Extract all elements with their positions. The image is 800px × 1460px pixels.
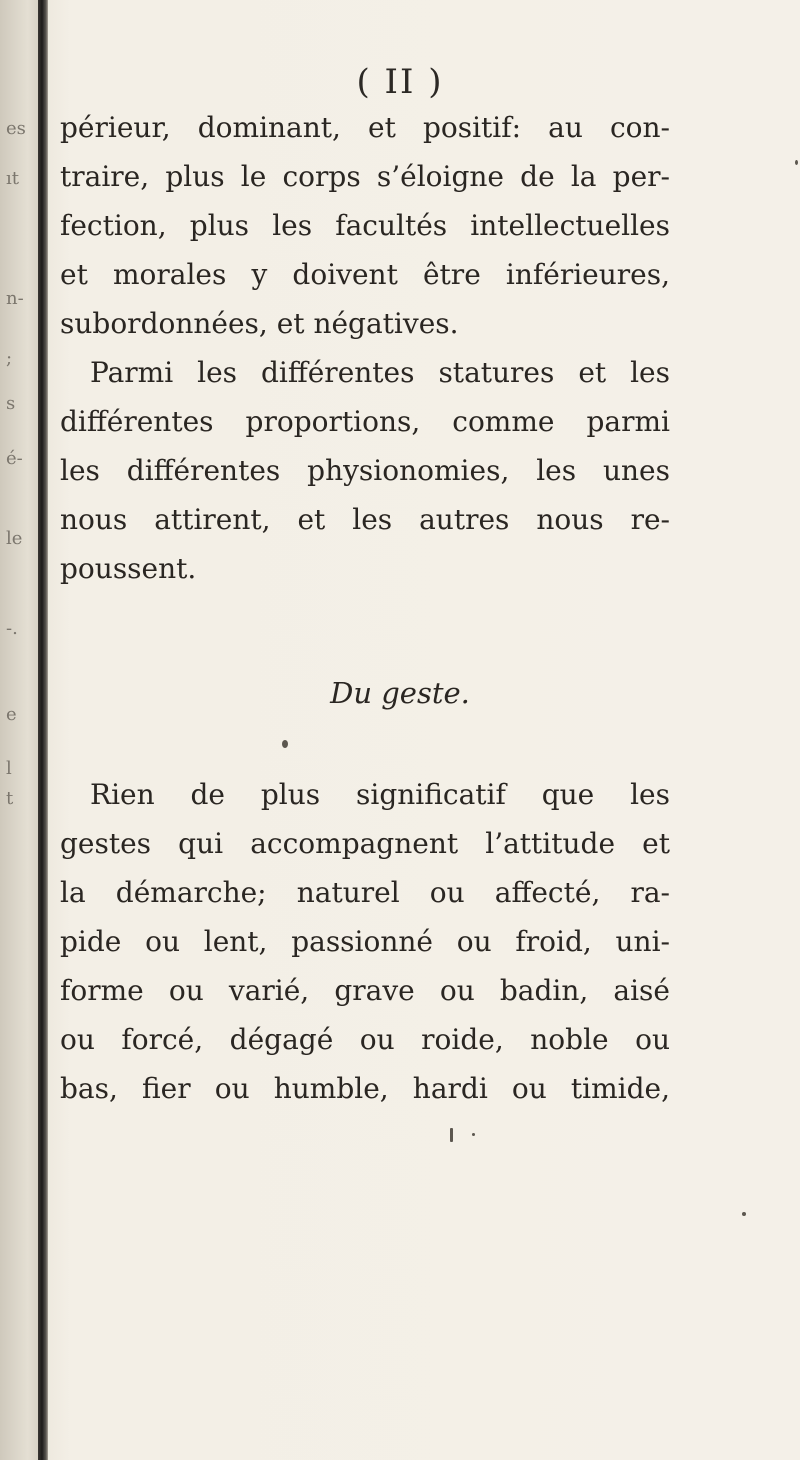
bleed-through-char: e xyxy=(6,704,17,725)
bleed-through-char: n- xyxy=(6,288,24,309)
bleed-through-char: -. xyxy=(6,618,18,639)
text-line: Parmi les différentes statures et les xyxy=(90,356,670,389)
ink-speck xyxy=(742,1212,746,1216)
text-line: nous attirent, et les autres nous re- xyxy=(60,503,670,536)
ink-speck xyxy=(472,1133,475,1136)
text-line: périeur, dominant, et positif: au con- xyxy=(60,111,670,144)
bleed-through-char: es xyxy=(6,118,26,139)
text-line: Rien de plus significatif que les xyxy=(90,778,670,811)
text-line: traire, plus le corps s’éloigne de la per- xyxy=(60,160,670,193)
paragraph-1 xyxy=(60,103,670,348)
bleed-through-char: ıt xyxy=(6,168,19,189)
text-line: et morales y doivent être inférieures, xyxy=(60,258,670,291)
text-line: subordonnées, et négatives. xyxy=(60,307,459,340)
section-title: Du geste. xyxy=(330,676,470,710)
bleed-through-char: ; xyxy=(6,348,13,369)
text-line: la démarche; naturel ou affecté, ra- xyxy=(60,876,670,909)
text-line: gestes qui accompagnent l’attitude et xyxy=(60,827,670,860)
bleed-through-char: é- xyxy=(6,448,23,469)
text-line: ou forcé, dégagé ou roide, noble ou xyxy=(60,1023,670,1056)
ink-speck xyxy=(282,740,288,748)
text-line: forme ou varié, grave ou badin, aisé xyxy=(60,974,670,1007)
page-gutter xyxy=(0,0,40,1460)
text-line: fection, plus les facultés intellectuelles xyxy=(60,209,670,242)
bleed-through-char: l xyxy=(6,758,12,779)
text-line: différentes proportions, comme parmi xyxy=(60,405,670,438)
ink-speck xyxy=(795,160,798,165)
text-line: poussent. xyxy=(60,552,197,585)
ink-speck xyxy=(450,1128,453,1142)
paragraph-2 xyxy=(60,348,670,593)
binding-edge xyxy=(38,0,48,1460)
bleed-through-char: t xyxy=(6,788,14,809)
text-line: les différentes physionomies, les unes xyxy=(60,454,670,487)
bleed-through-char: le xyxy=(6,528,23,549)
text-line: bas, fier ou humble, hardi ou timide, xyxy=(60,1072,670,1105)
bleed-through-char: s xyxy=(6,393,16,414)
paragraph-3 xyxy=(60,770,670,1113)
text-line: pide ou lent, passionné ou froid, uni- xyxy=(60,925,670,958)
page-number: ( II ) xyxy=(356,62,444,102)
